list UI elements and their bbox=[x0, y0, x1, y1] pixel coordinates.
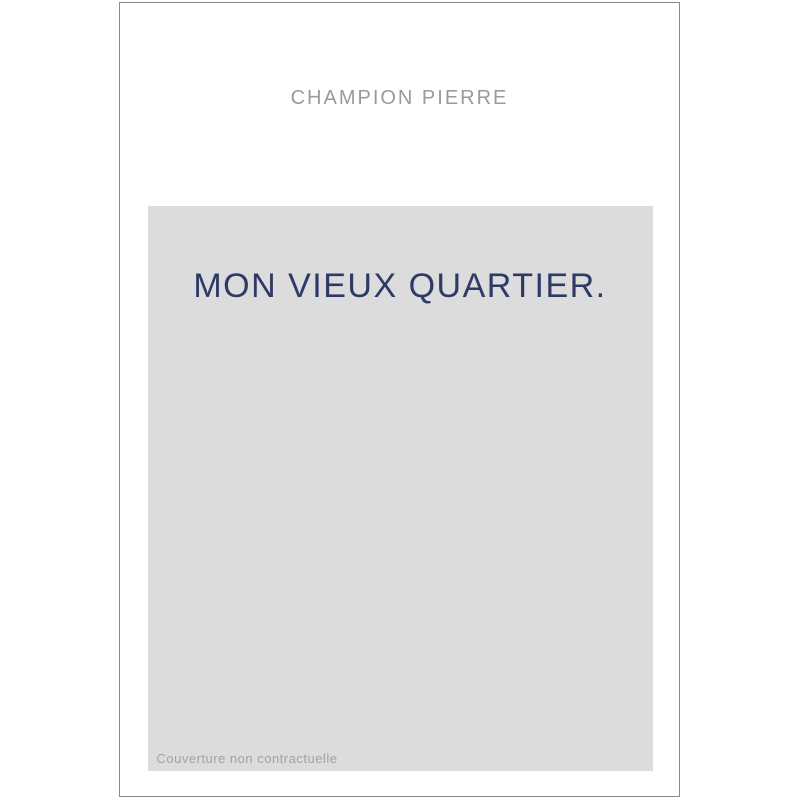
cover-image-placeholder bbox=[148, 206, 653, 771]
cover-disclaimer: Couverture non contractuelle bbox=[156, 750, 338, 766]
author-name: CHAMPION PIERRE bbox=[290, 87, 509, 109]
book-cover bbox=[119, 2, 680, 797]
book-title: MON VIEUX QUARTIER. bbox=[193, 266, 607, 305]
